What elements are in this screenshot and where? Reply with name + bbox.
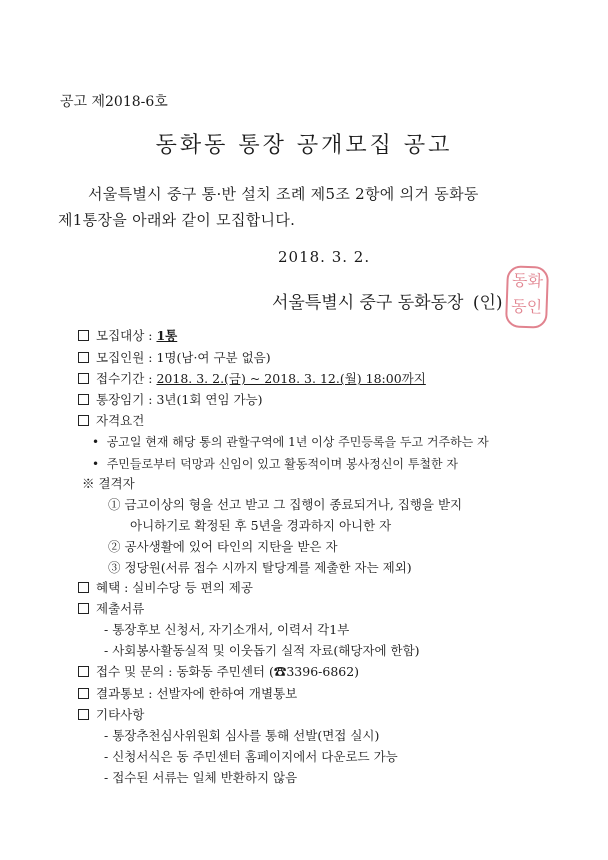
official-seal-stamp bbox=[505, 265, 549, 328]
bullet-dot-icon: • bbox=[92, 457, 107, 471]
intro-line-2: 제1통장을 아래와 같이 모집합니다. bbox=[58, 211, 296, 229]
item-contact bbox=[78, 662, 359, 680]
item-term bbox=[78, 390, 263, 408]
etc-item: - 신청서식은 동 주민센터 홈페이지에서 다운로드 가능 bbox=[104, 749, 398, 764]
documents-item: - 사회봉사활동실적 및 이웃돕기 실적 자료(해당자에 한함) bbox=[104, 643, 420, 658]
etc-label: 기타사항 bbox=[96, 707, 145, 722]
period-label: 접수기간 : bbox=[96, 371, 157, 386]
checkbox-icon bbox=[78, 373, 89, 384]
qualification-label: 자격요건 bbox=[96, 413, 145, 428]
checkbox-icon bbox=[78, 582, 89, 593]
checkbox-icon bbox=[78, 394, 89, 405]
benefit-label: 혜택 : 실비수당 등 편의 제공 bbox=[96, 580, 253, 595]
qualification-bullet: • 주민들로부터 덕망과 신임이 있고 활동적이며 봉사정신이 투철한 자 bbox=[92, 457, 458, 471]
stamp-bottom: 동인 bbox=[510, 296, 543, 317]
signature-name: 서울특별시 중구 동화동장 bbox=[272, 293, 464, 313]
item-documents bbox=[78, 599, 144, 617]
stamp-top: 동화 bbox=[511, 270, 544, 291]
intro-line-1: 서울특별시 중구 통·반 설치 조례 제5조 2항에 의거 동화동 bbox=[88, 185, 479, 203]
item-qualification bbox=[78, 411, 144, 429]
item-etc bbox=[78, 705, 144, 723]
announcement-date: 2018. 3. 2. bbox=[278, 248, 371, 266]
item-benefit bbox=[78, 578, 253, 596]
notice-number: 공고 제2018-6호 bbox=[60, 94, 168, 110]
item-period bbox=[78, 369, 426, 387]
disqualification-item: ① 금고이상의 형을 선고 받고 그 집행이 종료되거나, 집행을 받지 bbox=[108, 497, 463, 512]
contact-label: 접수 및 문의 : 동화동 주민센터 (☎3396-6862) bbox=[96, 664, 360, 679]
checkbox-icon bbox=[78, 709, 89, 720]
documents-item: - 통장후보 신청서, 자기소개서, 이력서 각1부 bbox=[104, 622, 350, 637]
disqualification-item: ③ 정당원(서류 접수 시까지 탈당계를 제출한 자는 제외) bbox=[108, 560, 412, 575]
recruit-count-label: 모집인원 : bbox=[96, 350, 157, 365]
seal-mark: (인) bbox=[472, 293, 503, 313]
term-label: 통장임기 : bbox=[96, 392, 157, 407]
disqualification-item: ② 공사생활에 있어 타인의 지탄을 받은 자 bbox=[108, 539, 338, 554]
etc-item: - 통장추천심사위원회 심사를 통해 선발(면접 실시) bbox=[104, 728, 380, 743]
item-result bbox=[78, 684, 297, 702]
checkbox-icon bbox=[78, 330, 89, 341]
term-value: 3년(1회 연임 가능) bbox=[156, 392, 263, 407]
etc-item: - 접수된 서류는 일체 반환하지 않음 bbox=[104, 770, 298, 785]
checkbox-icon bbox=[78, 688, 89, 699]
document-title: 동화동 통장 공개모집 공고 bbox=[155, 133, 453, 158]
checkbox-icon bbox=[78, 603, 89, 614]
item-recruit-count bbox=[78, 348, 271, 366]
disqualification-item: 아니하기로 확정된 후 5년을 경과하지 아니한 자 bbox=[130, 518, 392, 533]
period-value: 2018. 3. 2.(금) ~ 2018. 3. 12.(월) 18:00까지 bbox=[156, 371, 426, 386]
documents-label: 제출서류 bbox=[96, 601, 145, 616]
item-recruit-target bbox=[78, 326, 177, 344]
checkbox-icon bbox=[78, 666, 89, 677]
recruit-target-value: 1통 bbox=[156, 328, 178, 343]
recruit-target-label: 모집대상 : bbox=[96, 328, 157, 343]
disqualification-label: ※ 결격자 bbox=[82, 476, 135, 491]
bullet-dot-icon: • bbox=[92, 435, 107, 449]
recruit-count-value: 1명(남·여 구분 없음) bbox=[156, 350, 271, 365]
checkbox-icon bbox=[78, 352, 89, 363]
signature-line bbox=[272, 288, 503, 313]
result-label: 결과통보 : 선발자에 한하여 개별통보 bbox=[96, 686, 298, 701]
checkbox-icon bbox=[78, 415, 89, 426]
qualification-bullet: • 공고일 현재 해당 통의 관할구역에 1년 이상 주민등록을 두고 거주하는 자 bbox=[92, 435, 489, 449]
